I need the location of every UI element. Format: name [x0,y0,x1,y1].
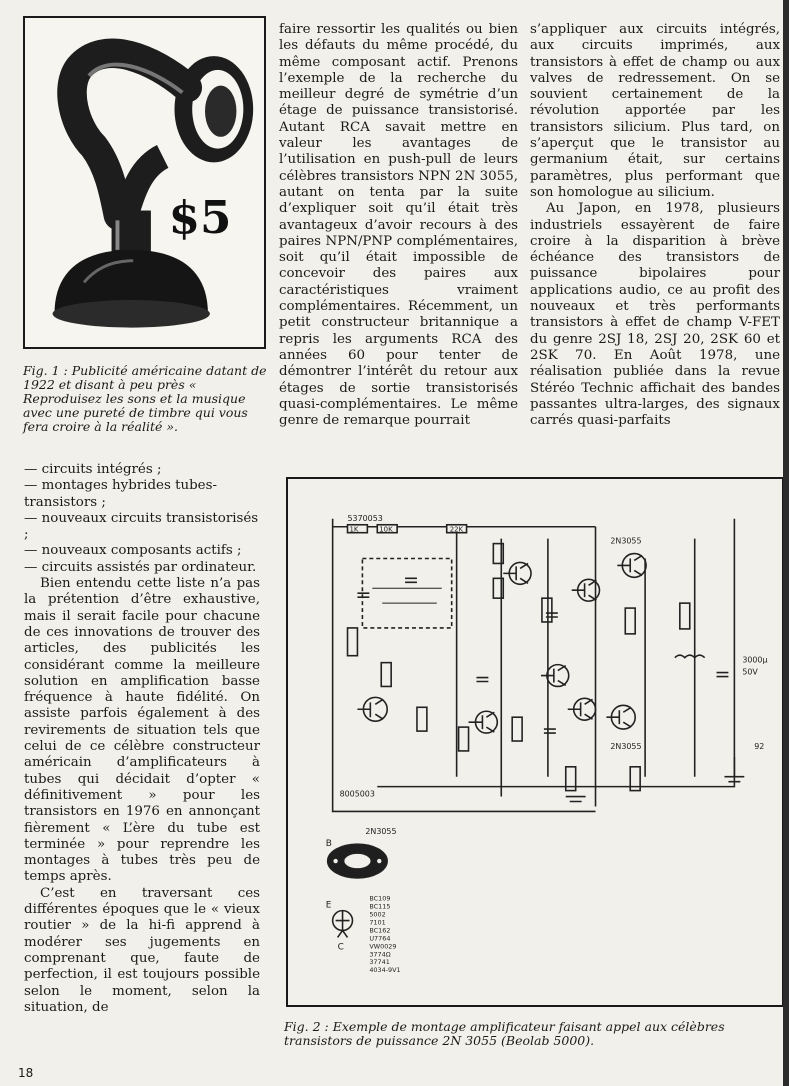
label-resistor: 10K [379,525,393,534]
list-item: — circuits intégrés ; [24,462,162,477]
label-part-top: 5370053 [347,513,383,523]
paragraph: Au Japon, en 1978, plusieurs industriels essayèrent de faire croire à la disparition à brève échéance des transistors de puissance bipolaires pour applications audio, ce au profit des nouveaux et très performants transistors à effet de champ V-FET du genre 2SJ 18, 2SJ 20, 2SK 60 et 2SK 70. En Août 1978, une réalisation publiée dans la revue Stéréo Technic affichait des bandes passantes ultra-larges, des signaux carrés quasi-parfaits [530,201,780,429]
legend-item: U7764 [369,934,391,943]
column-2 [279,22,518,429]
list-item: — montages hybrides tubes-transistors ; [24,478,217,510]
paragraph: s’appliquer aux circuits intégrés, aux circuits imprimés, aux transistors à effet de champ ou aux valves de redressement. On se souvient certainement de la révolution apportée par les transistors silicium. Plus tard, on s’aperçut que le transistor au germanium était, sur certains paramètres, plus performant que son homologue au silicium. [530,22,780,200]
horn-speaker-illustration [25,18,264,347]
legend-item: VW0029 [369,942,397,951]
label-node: 92 [754,741,765,751]
legend-item: BC115 [369,902,391,911]
legend-item: 4034-9V1 [369,966,401,975]
label-output-capacitor: 3000μ [742,655,768,665]
label-pin-c: C [337,942,344,953]
figure-2-caption: Fig. 2 : Exemple de montage amplificateur faisant appel aux célèbres transistors de puissance 2N 3055 (Beolab 5000). [284,1019,725,1048]
label-output-transistor: 2N3055 [610,741,642,751]
list-item: — nouveaux composants actifs ; [24,543,242,559]
figure-2-schematic [286,477,784,1007]
figure-1-caption: Fig. 1 : Publicité américaine datant de 1922 et disant à peu près « Reproduisez les sons et la musique avec une pureté de timbre qui vous fera croire à la réalité ». [23,363,267,434]
label-resistor: 22K [449,525,464,534]
column-1 [24,462,260,1016]
amplifier-circuit-diagram [288,479,782,1005]
label-output-capacitor-voltage: 50V [742,667,758,677]
figure-1-advertisement [23,16,266,349]
paragraph: C’est en traversant ces différentes époques que le « vieux routier » de la hi-fi apprend à modérer ses jugements en comprenant que, faute de perfection, il est toujours possible selon le moment, selon la situation, de [24,885,260,1015]
legend-item: BC162 [369,926,391,935]
page-number: 18 [18,1066,34,1080]
parts-legend [369,895,400,974]
paragraph: faire ressortir les qualités ou bien les défauts du même procédé, du même composant actif. Prenons l’exemple de la recherche du meilleur degré de symétrie d’un étage de puissance transistorisé. Autant RCA savait mettre en valeur les avantages de l’utilisation en push-pull de leurs célèbres transistors NPN 2N 3055, autant on tenta par la suite d’expliquer soit qu’il était très avantageux d’avoir recours à des paires NPN/PNP complémentaires, soit qu’il était impossible de concevoir des paires aux caractéristiques vraiment complémentaires. Récemment, un petit constructeur britannique a repris les arguments RCA des années 60 pour tenter de démontrer l’intérêt du retour aux étages de sortie transistorisés quasi-complémentaires. Le même genre de remarque pourrait [279,22,518,429]
price-label: $5 [168,191,232,245]
legend-item: BC109 [369,894,391,903]
legend-item: 3774Ω [369,950,391,959]
list-item: — nouveaux circuits transistorisés ; [24,510,259,543]
list-item: — circuits assistés par ordinateur. [24,559,257,575]
page-edge-shadow [783,0,789,1086]
label-ground-ref: 8005003 [339,789,375,799]
label-package: 2N3055 [365,827,397,837]
label-output-transistor: 2N3055 [610,536,642,546]
legend-item: 7101 [369,918,386,927]
legend-item: 5002 [369,910,386,919]
label-pin-b: B [325,839,332,850]
column-3 [530,22,780,429]
paragraph: Bien entendu cette liste n’a pas la prétention d’être exhaustive, mais il serait facile pour chacune de ces innovations de trouver des articles, des publicités les considérant comme la meilleure solution en amplification basse fréquence à haute fidélité. On assiste parfois également à des revirements de situation tels que celui de ce célèbre constructeur américain d’amplificateurs à tubes qui décidait d’opter « définitivement » pour les transistors en 1976 en annonçant fièrement « L’ère du tube est terminée » pour reprendre les montages à tubes très peu de temps après. [24,576,260,885]
legend-item: 37741 [369,958,390,967]
label-pin-e: E [325,900,332,911]
label-resistor: 1K [349,525,359,534]
